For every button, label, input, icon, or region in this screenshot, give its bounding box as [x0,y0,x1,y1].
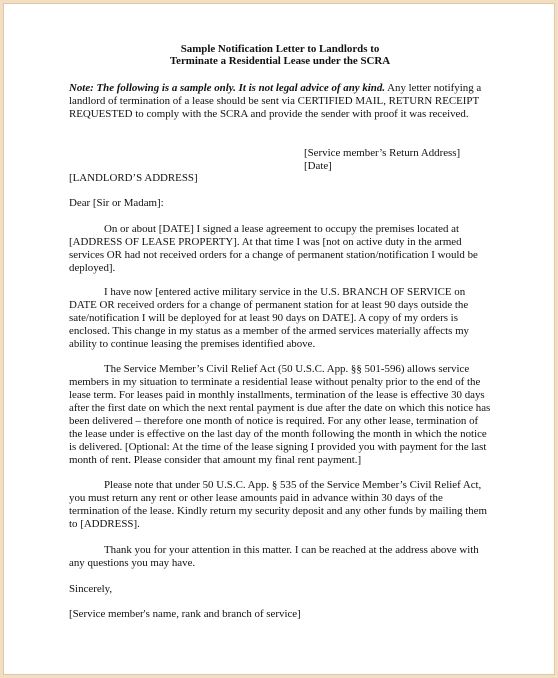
paragraph-2-line: ability to continue leasing the premises identified above. [69,338,316,350]
paragraph-2-line: sate/notification I will be deployed for at least 90 days on DATE]. A copy of my orders is [69,312,458,324]
closing: Sincerely, [69,583,113,595]
paragraph-2-line: DATE OR received orders for a change of permanent station for at least 90 days outside the [69,299,469,311]
paragraph-1-line: services OR had not received orders for a change of permanent station/notification I would be [69,249,478,261]
paragraph-5-line: any questions you may have. [69,557,196,569]
paragraph-2-line: enclosed. This change in my status as a member of the armed services materially affects my [69,325,469,337]
salutation: Dear [Sir or Madam]: [69,197,164,209]
landlord-address: [LANDLORD’S ADDRESS] [69,172,198,184]
paragraph-3-line: members in my situation to terminate a residential lease without penalty prior to the end of the [69,376,481,388]
paragraph-3-line: the lease under is effective on the last day of the month following the month in which the notice [69,428,487,440]
signature-line: [Service member's name, rank and branch of service] [69,608,301,620]
paragraph-3-line: is delivered. [Optional: At the time of the lease signing I provided you with payment for the last [69,441,487,453]
note-lead: Note: The following is a sample only. It is not legal advice of any kind. [69,82,386,94]
paragraph-1-line: [ADDRESS OF LEASE PROPERTY]. At that time I was [not on active duty in the armed [69,236,462,248]
paragraph-3-line: month of rent. Please consider that amount my final rent payment.] [69,454,362,466]
paragraph-3-line: been delivered – therefore one month of notice is required. For any other lease, termination of [69,415,479,427]
paragraph-1-line: On or about [DATE] I signed a lease agreement to occupy the premises located at [104,223,460,235]
paragraph-4-line: Please note that under 50 U.S.C. App. § 535 of the Service Member’s Civil Relief Act, [104,479,482,491]
paragraph-2-line: I have now [entered active military service in the U.S. BRANCH OF SERVICE on [104,286,466,298]
paragraph-4-line: termination of the lease. Kindly return my security deposit and any other funds by mailing them [69,505,487,517]
paragraph-3-line: The Service Member’s Civil Relief Act (50 U.S.C. App. §§ 501-596) allows service [104,363,470,375]
note-line-2: landlord of termination of a lease should be sent via CERTIFIED MAIL, RETURN RECEIPT [69,95,480,107]
note-line-3: REQUESTED to comply with the SCRA and provide the sender with proof it was received. [69,108,469,120]
paragraph-1-line: deployed]. [69,262,116,274]
note-line-1 [69,82,481,95]
paragraph-4-line: you must return any rent or other lease amounts paid in advance within 30 days of the [69,492,443,504]
paragraph-5-line: Thank you for your attention in this matter. I can be reached at the address above with [104,544,479,556]
note-line-1-rest: Any letter notifying a [385,82,482,94]
paragraph-3-line: after the first date on which the next rental payment is due after the date on which this notice has [69,402,491,414]
paragraph-3-line: lease term. For leases paid in monthly installments, termination of the lease is effective 30 days [69,389,485,401]
return-address: [Service member’s Return Address] [304,147,461,159]
paragraph-4-line: to [ADDRESS]. [69,518,140,530]
title-line-1: Sample Notification Letter to Landlords to [180,43,380,55]
letter-page [3,3,555,675]
title-line-2: Terminate a Residential Lease under the SCRA [169,55,391,67]
date: [Date] [304,160,332,172]
